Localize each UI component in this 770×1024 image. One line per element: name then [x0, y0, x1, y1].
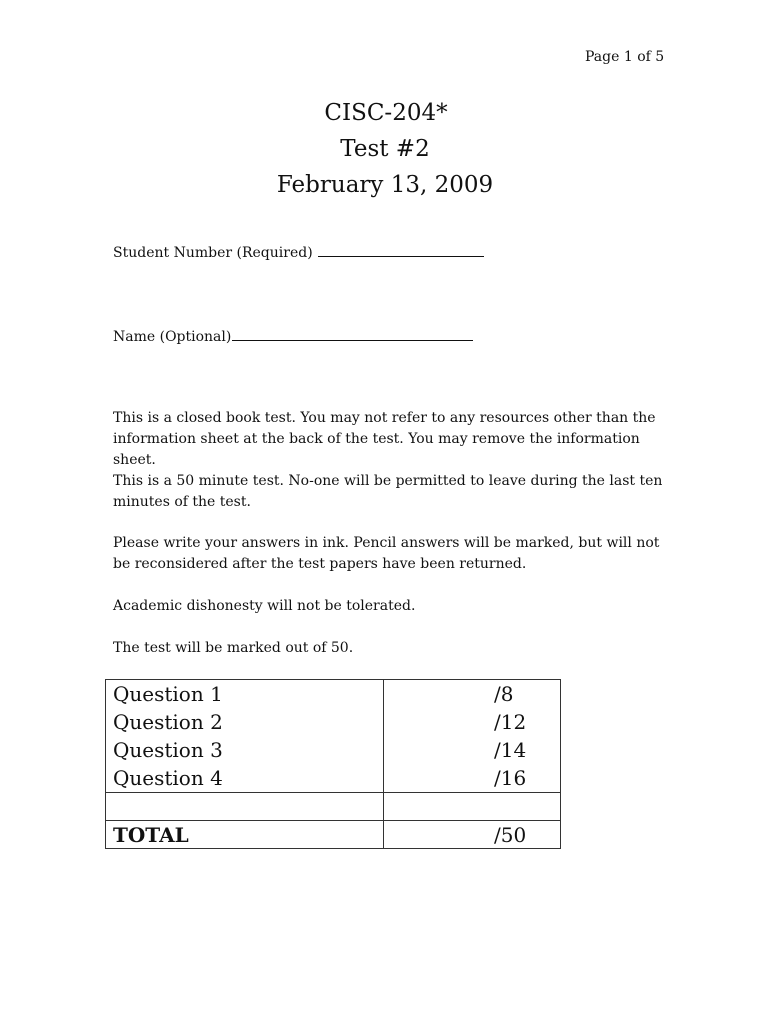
course-title: CISC-204* — [324, 100, 448, 126]
question-label: Question 1 — [106, 680, 384, 709]
table-row — [106, 680, 561, 709]
instruction-dishonesty: Academic dishonesty will not be tolerated. — [113, 598, 416, 614]
instruction-closed-book: This is a closed book test. You may not refer to any resources other than the information sheet at the back of the test. You may remove the information sheet. — [113, 410, 656, 468]
table-row-blank — [106, 793, 561, 821]
student-number-label: Student Number (Required) — [113, 245, 313, 261]
question-label: Question 4 — [106, 764, 384, 793]
question-score: /16 — [384, 764, 561, 793]
table-row — [106, 708, 561, 736]
table-row-total — [106, 821, 561, 849]
student-number-line[interactable] — [318, 242, 484, 257]
question-label: Question 3 — [106, 736, 384, 764]
question-score: /12 — [384, 708, 561, 736]
table-row — [106, 764, 561, 793]
blank-cell — [384, 793, 561, 821]
page-number: Page 1 of 5 — [585, 49, 665, 65]
table-row — [106, 736, 561, 764]
test-date: February 13, 2009 — [276, 172, 494, 198]
student-number-field[interactable] — [113, 242, 484, 261]
instruction-ink: Please write your answers in ink. Pencil answers will be marked, but will not be reconsidered after the test papers have been returned. — [113, 535, 660, 572]
instruction-duration: This is a 50 minute test. No-one will be permitted to leave during the last ten minutes of the test. — [113, 473, 663, 510]
question-score: /14 — [384, 736, 561, 764]
name-line[interactable] — [232, 326, 473, 341]
name-label: Name (Optional) — [113, 329, 232, 345]
test-title: Test #2 — [340, 136, 430, 162]
name-field[interactable] — [113, 326, 473, 345]
question-label: Question 2 — [106, 708, 384, 736]
instruction-marked-out-of: The test will be marked out of 50. — [113, 640, 354, 656]
total-label: TOTAL — [106, 821, 384, 849]
total-score: /50 — [384, 821, 561, 849]
blank-cell — [106, 793, 384, 821]
question-score: /8 — [384, 680, 561, 709]
title-block — [0, 95, 770, 203]
score-table — [105, 679, 561, 849]
